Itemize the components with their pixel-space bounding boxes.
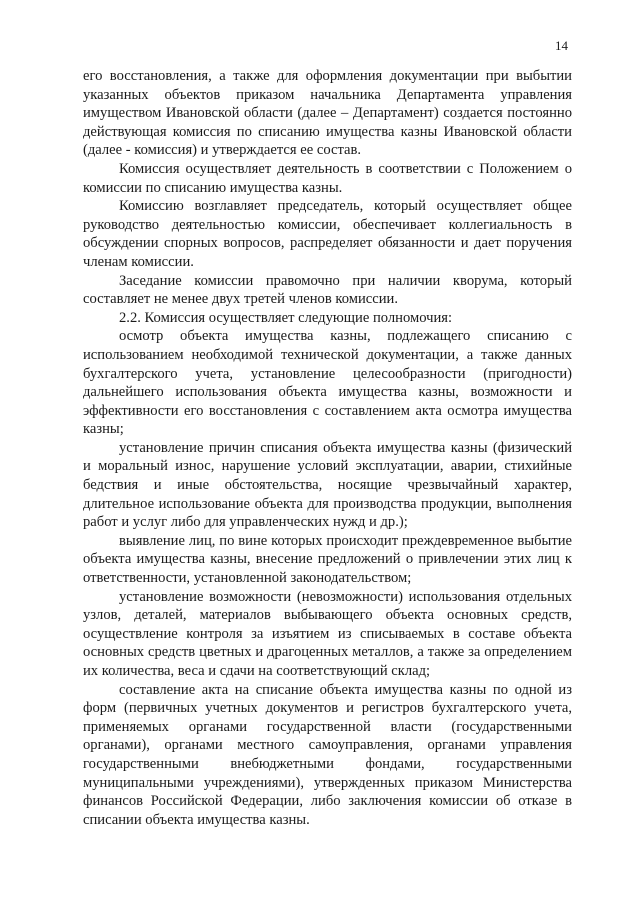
paragraph-commission-activity: Комиссия осуществляет деятельность в соответствии с Положением о комиссии по списанию имущества казны. bbox=[83, 160, 572, 196]
list-item-causes: установление причин списания объекта имущества казны (физический и моральный износ, нарушение условий эксплуатации, аварии, стихийные бедствия и иные обстоятельства, носящие чрезвычайный характер, длительное использование объекта для производства продукции, выполнения работ и услуг либо для управленческих нужд и др.); bbox=[83, 439, 572, 531]
list-item-write-off-act: составление акта на списание объекта имущества казны по одной из форм (первичных учетных документов и регистров бухгалтерского учета, применяемых органами государственной власти (государственными органами), органами местного самоуправления, органами управления государственными внебюджетными фондами, государственными муниципальными учреждениями), утвержденных приказом Министерства финансов Российской Федерации, либо заключения комиссии об отказе в списании объекта имущества казны. bbox=[83, 681, 572, 828]
list-item-inspection: осмотр объекта имущества казны, подлежащего списанию с использованием необходимой технической документации, а также данных бухгалтерского учета, установление целесообразности (пригодности) дальнейшего использования объекта имущества казны, возможности и эффективности его восстановления с составлением акта осмотра имущества казны; bbox=[83, 328, 572, 438]
paragraph-commission-chair: Комиссию возглавляет председатель, который осуществляет общее руководство деятельностью комиссии, обеспечивает коллегиальность в обсуждении спорных вопросов, распределяет обязанности и дает поручения членам комиссии. bbox=[83, 198, 572, 270]
document-body bbox=[83, 67, 572, 829]
page-number: 14 bbox=[555, 38, 568, 53]
paragraph-section-2-2: 2.2. Комиссия осуществляет следующие полномочия: bbox=[119, 309, 453, 326]
paragraph-continuation: его восстановления, а также для оформления документации при выбытии указанных объектов приказом начальника Департамента управления имуществом Ивановской области (далее – Департамент) создается постоянно действующая комиссия по списанию имущества казны Ивановской области (далее - комиссия) и утверждается ее состав. bbox=[83, 68, 572, 159]
paragraph-quorum: Заседание комиссии правомочно при наличии кворума, который составляет не менее двух третей членов комиссии. bbox=[83, 272, 572, 308]
list-item-responsible-persons: выявление лиц, по вине которых происходит преждевременное выбытие объекта имущества казны, внесение предложений о привлечении этих лиц к ответственности, установленной законодательством; bbox=[83, 532, 572, 587]
list-item-parts-usage: установление возможности (невозможности) использования отдельных узлов, деталей, материалов выбывающего объекта основных средств, осуществление контроля за изъятием из списываемых в составе объекта основных средств цветных и драгоценных металлов, а также за определением их количества, веса и сдачи на соответствующий склад; bbox=[83, 588, 572, 679]
